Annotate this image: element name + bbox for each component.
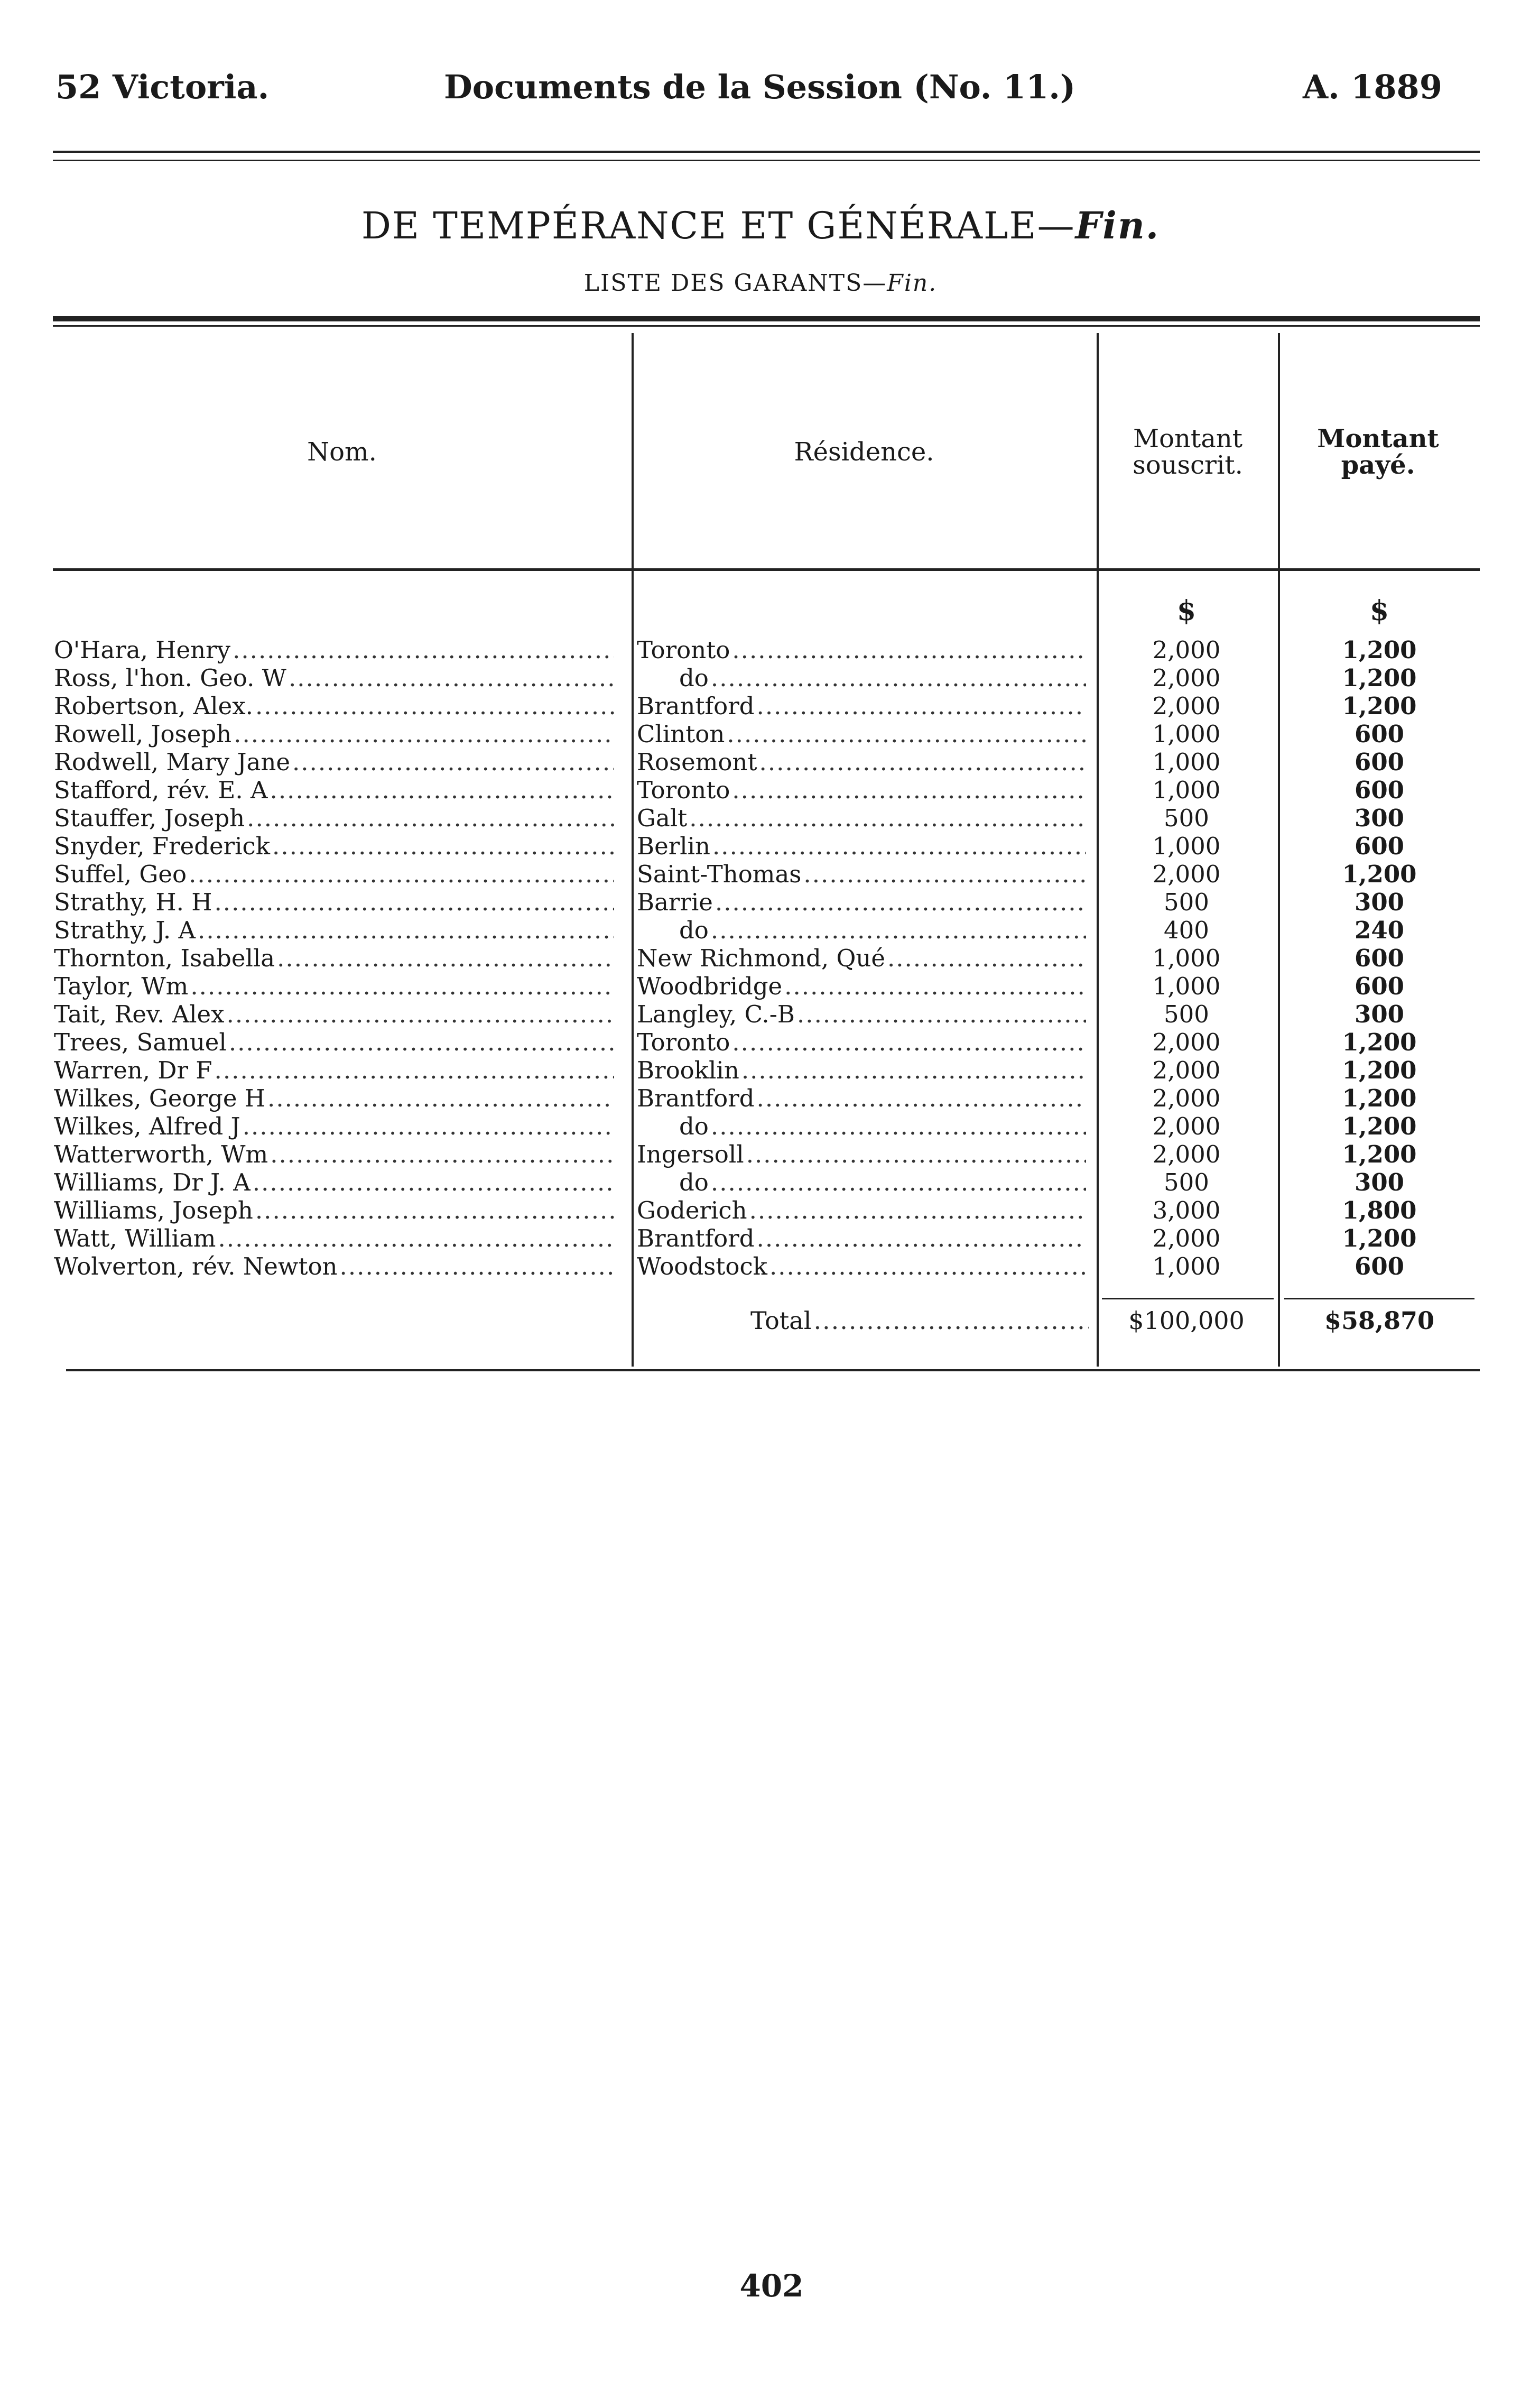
amount-subscribed: 1,000: [1152, 972, 1221, 1000]
guarantor-name: Strathy, H. H: [54, 888, 212, 916]
amount-paid: 600: [1355, 972, 1404, 1000]
guarantor-residence: Brantford: [637, 692, 755, 720]
amount-paid: 600: [1355, 1252, 1404, 1280]
amount-subscribed: 2,000: [1152, 636, 1221, 664]
row-name-cell: [54, 1224, 614, 1252]
row-name-cell: [54, 692, 614, 720]
guarantor-name: Williams, Dr J. A: [54, 1168, 251, 1196]
amount-subscribed: 500: [1164, 1000, 1209, 1028]
guarantor-name: O'Hara, Henry: [54, 636, 231, 664]
amount-paid: 1,200: [1342, 1140, 1417, 1168]
amount-subscribed: 1,000: [1152, 1252, 1221, 1280]
row-residence-cell: [637, 1196, 1086, 1224]
guarantor-name: Warren, Dr F: [54, 1056, 212, 1084]
row-residence-cell: [637, 944, 1086, 972]
amount-paid: 300: [1355, 1168, 1404, 1196]
row-name-cell: [54, 1252, 614, 1280]
guarantor-name: Stauffer, Joseph: [54, 804, 245, 832]
table-row: [0, 832, 1521, 860]
row-name-cell: [54, 832, 614, 860]
amount-subscribed: 1,000: [1152, 832, 1221, 860]
table-row: [0, 748, 1521, 776]
table-row: [0, 972, 1521, 1000]
guarantor-name: Strathy, J. A: [54, 916, 196, 944]
amount-subscribed: 500: [1164, 888, 1209, 916]
amount-subscribed: 2,000: [1152, 1028, 1221, 1056]
table-row: [0, 944, 1521, 972]
amount-subscribed: 2,000: [1152, 664, 1221, 692]
guarantor-name: Ross, l'hon. Geo. W: [54, 664, 286, 692]
row-name-cell: [54, 972, 614, 1000]
row-name-cell: [54, 888, 614, 916]
total-paid: $58,870: [1324, 1306, 1435, 1335]
table-row: [0, 1140, 1521, 1168]
table-row: [0, 1084, 1521, 1112]
amount-paid: 1,200: [1342, 636, 1417, 664]
header-right: A. 1889: [1303, 68, 1442, 106]
guarantor-residence: New Richmond, Qué: [637, 944, 885, 972]
amount-paid: 1,200: [1342, 1112, 1417, 1140]
page-number: 402: [739, 2268, 804, 2304]
guarantor-residence: do: [679, 1112, 709, 1140]
guarantor-name: Watterworth, Wm: [54, 1140, 268, 1168]
amount-subscribed: 1,000: [1152, 944, 1221, 972]
guarantor-name: Rodwell, Mary Jane: [54, 748, 290, 776]
row-residence-cell: [637, 1224, 1086, 1252]
guarantor-name: Trees, Samuel: [54, 1028, 227, 1056]
guarantor-name: Watt, William: [54, 1224, 216, 1252]
col-header-name: Nom.: [307, 437, 377, 467]
amount-paid: 600: [1355, 720, 1404, 748]
col-header-paid-line2: payé.: [1341, 450, 1415, 480]
amount-subscribed: 2,000: [1152, 1084, 1221, 1112]
amount-subscribed: 500: [1164, 1168, 1209, 1196]
guarantor-name: Tait, Rev. Alex: [54, 1000, 225, 1028]
row-residence-cell: [637, 1112, 1086, 1140]
row-name-cell: [54, 944, 614, 972]
guarantor-residence: do: [679, 916, 709, 944]
row-residence-cell: [637, 1252, 1086, 1280]
header-left: 52 Victoria.: [55, 68, 270, 106]
amount-paid: 1,200: [1342, 664, 1417, 692]
header-rule-1: [53, 151, 1480, 153]
amount-paid: 1,200: [1342, 860, 1417, 888]
row-name-cell: [54, 776, 614, 804]
guarantor-name: Stafford, rév. E. A: [54, 776, 268, 804]
col-header-subscribed: [1099, 426, 1276, 478]
amount-subscribed: 400: [1164, 916, 1209, 944]
amount-paid: 600: [1355, 748, 1404, 776]
guarantor-residence: Brooklin: [637, 1056, 739, 1084]
page-title: [0, 204, 1521, 247]
row-name-cell: [54, 1112, 614, 1140]
table-row: [0, 860, 1521, 888]
amount-paid: 1,200: [1342, 1224, 1417, 1252]
row-name-cell: [54, 636, 614, 664]
amount-subscribed: 2,000: [1152, 692, 1221, 720]
table-row: [0, 916, 1521, 944]
table-row: [0, 1252, 1521, 1280]
guarantor-residence: Toronto: [637, 776, 730, 804]
table-row: [0, 1056, 1521, 1084]
guarantor-residence: Galt: [637, 804, 688, 832]
guarantor-name: Robertson, Alex.: [54, 692, 253, 720]
subtitle-suffix: Fin.: [887, 270, 938, 297]
table-row: [0, 1196, 1521, 1224]
table-row: [0, 720, 1521, 748]
row-residence-cell: [637, 1028, 1086, 1056]
subtitle-main: LISTE DES GARANTS—: [583, 270, 887, 297]
amount-paid: 600: [1355, 944, 1404, 972]
row-name-cell: [54, 804, 614, 832]
row-residence-cell: [637, 1000, 1086, 1028]
guarantor-name: Taylor, Wm: [54, 972, 189, 1000]
col-header-paid: [1282, 426, 1474, 478]
row-name-cell: [54, 916, 614, 944]
amount-subscribed: 2,000: [1152, 1140, 1221, 1168]
guarantor-residence: Goderich: [637, 1196, 747, 1224]
table-row: [0, 636, 1521, 664]
title-suffix: Fin.: [1075, 204, 1160, 247]
row-residence-cell: [637, 664, 1086, 692]
table-row: [0, 1112, 1521, 1140]
table-row: [0, 1028, 1521, 1056]
table-row: [0, 804, 1521, 832]
guarantor-name: Williams, Joseph: [54, 1196, 253, 1224]
guarantor-residence: Berlin: [637, 832, 710, 860]
row-residence-cell: [637, 832, 1086, 860]
currency-symbol-subscribed: $: [1176, 595, 1197, 627]
amount-subscribed: 500: [1164, 804, 1209, 832]
guarantor-residence: Rosemont: [637, 748, 757, 776]
row-residence-cell: [637, 916, 1086, 944]
total-rule-paid: [1284, 1298, 1474, 1299]
amount-subscribed: 1,000: [1152, 748, 1221, 776]
col-header-paid-line1: Montant: [1317, 424, 1439, 454]
row-residence-cell: [637, 972, 1086, 1000]
guarantor-residence: Woodstock: [637, 1252, 767, 1280]
guarantor-residence: Clinton: [637, 720, 725, 748]
guarantor-residence: Langley, C.-B: [637, 1000, 795, 1028]
row-residence-cell: [637, 1056, 1086, 1084]
guarantor-residence: Saint-Thomas: [637, 860, 802, 888]
amount-paid: 1,200: [1342, 692, 1417, 720]
row-residence-cell: [637, 776, 1086, 804]
row-name-cell: [54, 1140, 614, 1168]
guarantor-residence: Toronto: [637, 636, 730, 664]
guarantor-name: Snyder, Frederick: [54, 832, 271, 860]
total-label-text: Total: [750, 1306, 812, 1335]
guarantor-residence: Brantford: [637, 1224, 755, 1252]
guarantor-name: Wilkes, Alfred J: [54, 1112, 240, 1140]
row-name-cell: [54, 1196, 614, 1224]
row-residence-cell: [637, 748, 1086, 776]
amount-paid: 300: [1355, 888, 1404, 916]
table-row: [0, 776, 1521, 804]
amount-subscribed: 3,000: [1152, 1196, 1221, 1224]
amount-paid: 240: [1355, 916, 1404, 944]
amount-paid: 600: [1355, 776, 1404, 804]
amount-subscribed: 1,000: [1152, 720, 1221, 748]
row-name-cell: [54, 860, 614, 888]
row-name-cell: [54, 1168, 614, 1196]
amount-paid: 1,200: [1342, 1056, 1417, 1084]
guarantor-residence: Toronto: [637, 1028, 730, 1056]
row-residence-cell: [637, 804, 1086, 832]
guarantor-residence: Ingersoll: [637, 1140, 744, 1168]
amount-paid: 1,200: [1342, 1084, 1417, 1112]
row-name-cell: [54, 1084, 614, 1112]
title-main: DE TEMPÉRANCE ET GÉNÉRALE—: [361, 204, 1075, 247]
row-residence-cell: [637, 1140, 1086, 1168]
guarantor-name: Wilkes, George H: [54, 1084, 266, 1112]
table-row: [0, 692, 1521, 720]
guarantor-residence: do: [679, 1168, 709, 1196]
row-name-cell: [54, 664, 614, 692]
table-top-rule-thin: [53, 325, 1480, 327]
row-residence-cell: [637, 692, 1086, 720]
guarantor-residence: Woodbridge: [637, 972, 783, 1000]
amount-subscribed: 2,000: [1152, 1112, 1221, 1140]
guarantor-residence: Brantford: [637, 1084, 755, 1112]
row-residence-cell: [637, 860, 1086, 888]
row-name-cell: [54, 1000, 614, 1028]
table-row: [0, 1168, 1521, 1196]
guarantor-name: Rowell, Joseph: [54, 720, 232, 748]
amount-subscribed: 1,000: [1152, 776, 1221, 804]
header-rule-2: [53, 160, 1480, 161]
row-residence-cell: [637, 1168, 1086, 1196]
row-name-cell: [54, 1028, 614, 1056]
page-subtitle: [0, 270, 1521, 297]
row-residence-cell: [637, 636, 1086, 664]
amount-subscribed: 2,000: [1152, 1224, 1221, 1252]
col-header-subscribed-line2: souscrit.: [1133, 450, 1243, 480]
row-name-cell: [54, 1056, 614, 1084]
total-label: [750, 1306, 1089, 1335]
row-name-cell: [54, 720, 614, 748]
amount-paid: 600: [1355, 832, 1404, 860]
guarantor-residence: do: [679, 664, 709, 692]
col-header-residence: Résidence.: [794, 437, 934, 467]
amount-paid: 1,800: [1342, 1196, 1417, 1224]
amount-paid: 300: [1355, 1000, 1404, 1028]
guarantor-name: Thornton, Isabella: [54, 944, 275, 972]
table-row: [0, 1000, 1521, 1028]
amount-paid: 1,200: [1342, 1028, 1417, 1056]
row-residence-cell: [637, 1084, 1086, 1112]
table-row: [0, 664, 1521, 692]
table-top-rule: [53, 316, 1480, 321]
header-center: Documents de la Session (No. 11.): [444, 68, 1076, 106]
col-header-subscribed-line1: Montant: [1133, 424, 1243, 454]
total-rule-subscribed: [1102, 1298, 1274, 1299]
guarantor-name: Wolverton, rév. Newton: [54, 1252, 338, 1280]
currency-symbol-paid: $: [1369, 595, 1389, 627]
row-residence-cell: [637, 720, 1086, 748]
table-row: [0, 1224, 1521, 1252]
amount-subscribed: 2,000: [1152, 1056, 1221, 1084]
row-name-cell: [54, 748, 614, 776]
total-subscribed: $100,000: [1128, 1306, 1245, 1335]
amount-subscribed: 2,000: [1152, 860, 1221, 888]
header-bottom-rule: [53, 568, 1480, 571]
amount-paid: 300: [1355, 804, 1404, 832]
table-row: [0, 888, 1521, 916]
guarantor-residence: Barrie: [637, 888, 713, 916]
row-residence-cell: [637, 888, 1086, 916]
guarantor-name: Suffel, Geo: [54, 860, 187, 888]
table-bottom-rule: [66, 1369, 1480, 1371]
